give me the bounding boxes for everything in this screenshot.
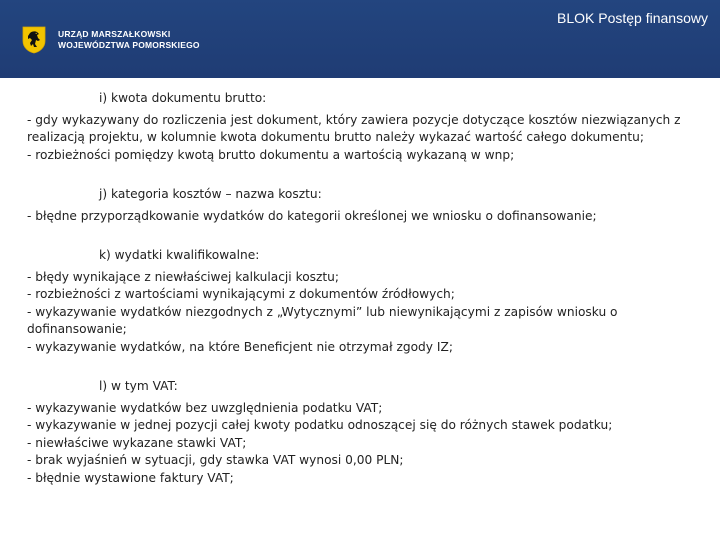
list-item: - wykazywanie wydatków bez uwzględnienia podatku VAT; [27,400,383,415]
section-heading: i) kwota dokumentu brutto: [99,91,267,105]
header-bar [0,0,720,78]
section-kategoria-kosztow [27,186,697,225]
list-item: - błędnie wystawione faktury VAT; [27,470,234,485]
section-wydatki-kwalifikowalne [27,247,697,356]
section-heading: l) w tym VAT: [99,379,178,393]
list-item: - gdy wykazywany do rozliczenia jest dokument, który zawiera pozycje dotyczące kosztów niezwiązanych z realizacją projektu, w kolumnie kwota dokumentu brutto należy wykazać wartość całego dokumentu; [27,112,681,144]
list-item: - brak wyjaśnień w sytuacji, gdy stawka VAT wynosi 0,00 PLN; [27,453,404,467]
list-item: - błędne przyporządkowanie wydatków do kategorii określonej we wniosku o dofinansowanie; [27,208,597,223]
list-item: - wykazywanie w jednej pozycji całej kwoty podatku odnoszącej się do różnych stawek podatku; [27,418,613,432]
section-kwota-dokumentu [27,90,697,164]
section-heading: k) wydatki kwalifikowalne: [99,248,260,262]
organization-logo [22,26,200,54]
org-name-line1: URZĄD MARSZAŁKOWSKI [58,29,171,39]
section-vat [27,378,697,487]
list-item: - wykazywanie wydatków niezgodnych z „Wytycznymi” lub niewynikającymi z zapisów wniosku o dofinansowanie; [27,304,618,336]
list-item: - niewłaściwe wykazane stawki VAT; [27,435,247,450]
list-item: - błędy wynikające z niewłaściwej kalkulacji kosztu; [27,269,340,284]
list-item: - rozbieżności pomiędzy kwotą brutto dokumentu a wartością wykazaną w wnp; [27,147,515,162]
list-item: - rozbieżności z wartościami wynikającymi z dokumentów źródłowych; [27,287,455,301]
griffin-crest-icon [22,26,46,54]
org-name-line2: WOJEWÓDZTWA POMORSKIEGO [58,40,200,50]
slide-title: BLOK Postęp finansowy [557,10,708,26]
section-heading: j) kategoria kosztów – nazwa kosztu: [99,187,322,201]
list-item: - wykazywanie wydatków, na które Beneficjent nie otrzymał zgody IZ; [27,339,453,354]
document-body [27,90,697,487]
